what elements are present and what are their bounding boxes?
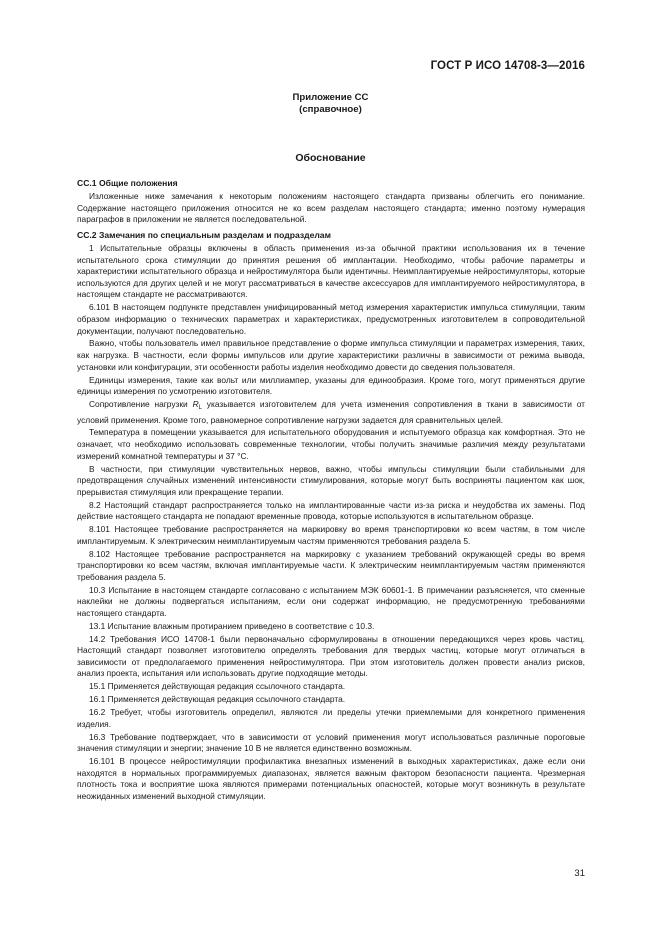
paragraph: 8.102 Настоящее требование распространяется на маркировку с указанием требований окружающей среды во время транспортировки ко всем частям, включая имплантируемые части. К электрическим неимплантируемым частям применяются требования раздела 5. — [77, 548, 585, 582]
paragraph: Важно, чтобы пользователь имел правильное представление о форме импульса стимуляции и параметрах измерения, таких, как нагрузка. В частности, если формы импульсов или другие характеристики различны в зависимости от режима вывода, установки или конфигурации, эти особенности работы изделия необходимо довести до сведения пользователя. — [77, 338, 585, 372]
paragraph-text: Сопротивление нагрузки — [89, 398, 193, 409]
paragraph: 8.101 Настоящее требование распространяется на маркировку во время транспортировки ко всем частям, в том числе имплантируемым. К электрическим неимплантируемым частям применяются требования раздела 5. — [77, 524, 585, 546]
document-title: Обоснование — [295, 152, 366, 164]
annex-subtitle: (справочное) — [299, 104, 362, 115]
load-resistance-symbol: R — [192, 398, 199, 409]
section-heading-cc2: СС.2 Замечания по специальным разделам и подразделам — [77, 230, 331, 241]
paragraph — [77, 399, 585, 426]
paragraph: Единицы измерения, такие как вольт или миллиампер, указаны для единообразия. Кроме того, могут применяться другие единицы измерения по усмотрению изготовителя. — [77, 374, 585, 397]
paragraph: 16.3 Требование подтверждает, что в зависимости от условий применения могут использоваться различные пороговые значения стимуляции и энергии; значение 10 В не является единственно возможным. — [77, 731, 585, 754]
paragraph: 15.1 Применяется действующая редакция ссылочного стандарта. — [89, 681, 346, 692]
paragraph: Изложенные ниже замечания к некоторым положениям настоящего стандарта призваны облегчить его понимание. Содержание настоящего приложения относится не ко всем разделам настоящего стандарта; именно поэтому нумерация параграфов в приложении не является последовательной. — [77, 191, 585, 225]
section-cc2-paragraphs — [77, 243, 585, 802]
paragraph: 16.101 В процессе нейростимуляции профилактика внезапных изменений в выходных характеристиках, даже если они находятся в нормальных программируемых диапазонах, является важным фактором безопасности пациента. Чрезмерная плотность тока и восприятие шока являются примерами потенциальных опасностей, которые могут возникнуть в результате неожиданных изменений выходной стимуляции. — [77, 756, 585, 801]
paragraph: Температура в помещении указывается для испытательного оборудования и испытуемого образца как комфортная. Это не означает, что необходимо использовать современные технологии, чтобы получить значимые различия между результатами измерений комнатной температуры и 37 °С. — [77, 427, 585, 461]
paragraph: 16.2 Требует, чтобы изготовитель определил, являются ли пределы утечки приемлемыми для конкретного применения изделия. — [77, 707, 585, 729]
paragraph: 16.1 Применяется действующая редакция ссылочного стандарта. — [89, 694, 346, 705]
paragraph: 13.1 Испытание влажным протиранием приведено в соответствие с 10.3. — [89, 620, 375, 631]
document-code: ГОСТ Р ИСО 14708-3—2016 — [430, 60, 585, 72]
paragraph: 10.3 Испытание в настоящем стандарте согласовано с испытанием МЭК 60601-1. В примечании разъясняется, что сменные наклейки не должны подвергаться испытаниям, если они содержат информацию, не предусмотренную требованиями настоящего стандарта. — [77, 584, 585, 618]
paragraph: 14.2 Требования ИСО 14708-1 были первоначально сформулированы в отношении передающихся через кровь частиц. Настоящий стандарт позволяет изготовителю определять требования для твердых частиц, которые могут отличаться в зависимости от предполагаемого применения нейростимулятора. При этом изготовитель должен провести анализ рисков, анализ проекта, испытания или использовать другие подходящие методы. — [77, 633, 585, 679]
section-heading-cc1: СС.1 Общие положения — [77, 178, 178, 188]
paragraph: 8.2 Настоящий стандарт распространяется только на имплантированные части из-за риска и неудобства их замены. Под действие настоящего стандарта не попадают временные провода, которые используются в испытательном образце. — [77, 499, 585, 522]
paragraph: В частности, при стимуляции чувствительных нервов, важно, чтобы импульсы стимуляции были стабильными для предотвращения случайных изменений интенсивности стимулирования, которые могут быть восприняты пациентом как шок, прерывистая стимуляция или прекращение терапии. — [77, 463, 585, 497]
annex-title: Приложение СС — [292, 92, 369, 103]
paragraph: 6.101 В настоящем подпункте представлен унифицированный метод измерения характеристик импульса стимуляции, таким образом информацию о технических параметрах и характеристиках, предусмотренных изготовителем в сопроводительной документации, получают последовательно. — [77, 302, 585, 336]
paragraph-text: указывается изготовителем для учета изменения сопротивления в ткани в зависимости от условий применения. Кроме того, равномерное сопротивление нагрузки задается для сравнительных целей. — [77, 398, 585, 425]
paragraph: 1 Испытательные образцы включены в область применения из-за обычной практики использования их в течение испытательного срока стимуляции до принятия решения об имплантации. Необходимо, чтобы рабочие параметры и характеристики испытательного образца и нейростимулятора были идентичны. Неимплантируемые нейростимуляторы, которые используются для других целей и не могут рассматриваться в качестве аксессуаров для имплантируемого нейростимулятора, в настоящем стандарте не рассматриваются. — [77, 243, 585, 300]
load-resistance-subscript: L — [198, 404, 202, 411]
annex-heading — [0, 92, 661, 116]
document-body — [77, 177, 585, 804]
page-number: 31 — [574, 868, 585, 879]
